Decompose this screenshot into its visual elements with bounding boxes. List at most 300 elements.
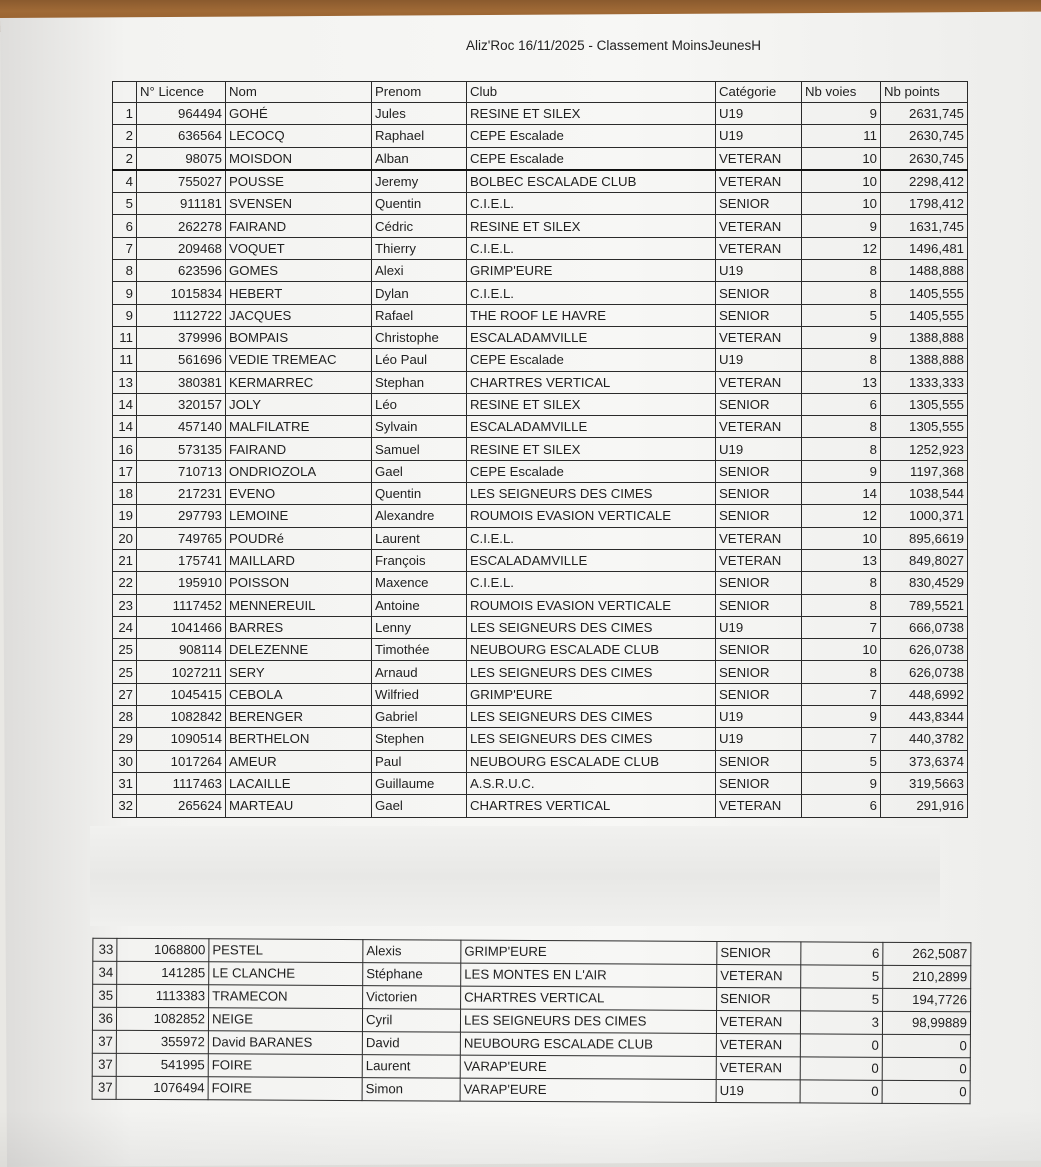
- cell-prenom: Antoine: [372, 594, 467, 616]
- cell-prenom: Thierry: [372, 237, 467, 259]
- cell-licence: 623596: [137, 260, 226, 282]
- cell-nom: LECOCQ: [226, 125, 372, 147]
- cell-club: CEPE Escalade: [467, 349, 716, 371]
- cell-licence: 209468: [137, 237, 226, 259]
- cell-nb-points: 1038,544: [881, 483, 968, 505]
- cell-nom: SERY: [226, 661, 372, 683]
- cell-nom: GOMES: [226, 260, 372, 282]
- cell-prenom: Léo: [372, 393, 467, 415]
- cell-licence: 380381: [137, 371, 226, 393]
- cell-nb-voies: 8: [802, 572, 881, 594]
- table-row: [113, 170, 968, 193]
- cell-licence: 1117452: [137, 594, 226, 616]
- cell-nom: POUDRé: [226, 527, 372, 549]
- cell-licence: 755027: [137, 170, 226, 193]
- cell-prenom: Alexi: [372, 260, 467, 282]
- cell-nom: BERENGER: [226, 706, 372, 728]
- header-nom: Nom: [226, 82, 372, 103]
- cell-nb-voies: 3: [800, 1011, 882, 1034]
- cell-categorie: U19: [716, 349, 802, 371]
- cell-nb-voies: 0: [800, 1057, 882, 1080]
- table-row: [113, 683, 968, 705]
- cell-categorie: SENIOR: [716, 282, 802, 304]
- cell-categorie: VETERAN: [716, 795, 802, 817]
- cell-nom: DELEZENNE: [226, 639, 372, 661]
- header-prenom: Prenom: [372, 82, 467, 103]
- cell-rank: 37: [92, 1053, 116, 1076]
- cell-club: ESCALADAMVILLE: [467, 416, 716, 438]
- cell-club: LES SEIGNEURS DES CIMES: [460, 1009, 716, 1033]
- cell-licence: 636564: [137, 125, 226, 147]
- cell-nom: KERMARREC: [226, 371, 372, 393]
- cell-club: LES SEIGNEURS DES CIMES: [467, 616, 716, 638]
- cell-categorie: VETERAN: [716, 1056, 800, 1079]
- cell-rank: 2: [113, 147, 137, 170]
- cell-nom: JACQUES: [226, 304, 372, 326]
- cell-nb-voies: 5: [801, 988, 883, 1011]
- cell-nb-voies: 9: [802, 326, 881, 348]
- cell-categorie: VETERAN: [717, 964, 801, 987]
- cell-categorie: VETERAN: [716, 416, 802, 438]
- header-club: Club: [467, 82, 716, 103]
- cell-nb-voies: 11: [802, 125, 881, 147]
- cell-nom: FOIRE: [208, 1054, 362, 1078]
- cell-categorie: VETERAN: [716, 549, 802, 571]
- cell-nb-points: 666,0738: [881, 616, 968, 638]
- cell-categorie: U19: [716, 103, 802, 125]
- cell-club: CEPE Escalade: [467, 147, 716, 170]
- cell-nom: HEBERT: [226, 282, 372, 304]
- cell-nom: MARTEAU: [226, 795, 372, 817]
- cell-rank: 14: [113, 393, 137, 415]
- cell-nb-points: 0: [882, 1057, 970, 1080]
- cell-categorie: SENIOR: [716, 393, 802, 415]
- cell-categorie: SENIOR: [716, 750, 802, 772]
- cell-club: ROUMOIS EVASION VERTICALE: [467, 505, 716, 527]
- cell-licence: 1082842: [137, 706, 226, 728]
- cell-club: CEPE Escalade: [467, 125, 716, 147]
- cell-rank: 25: [113, 639, 137, 661]
- header-nb-points: Nb points: [881, 82, 968, 103]
- cell-club: NEUBOURG ESCALADE CLUB: [460, 1032, 716, 1056]
- cell-licence: 1015834: [137, 282, 226, 304]
- header-rank: [113, 82, 137, 103]
- cell-nb-voies: 9: [802, 460, 881, 482]
- cell-nb-voies: 10: [802, 639, 881, 661]
- cell-prenom: Raphael: [372, 125, 467, 147]
- page-title: Aliz'Roc 16/11/2025 - Classement MoinsJeunesH: [466, 38, 761, 53]
- cell-categorie: SENIOR: [717, 987, 801, 1010]
- cell-club: RESINE ET SILEX: [467, 393, 716, 415]
- cell-categorie: U19: [716, 125, 802, 147]
- cell-rank: 8: [113, 260, 137, 282]
- cell-rank: 32: [113, 795, 137, 817]
- cell-prenom: François: [372, 549, 467, 571]
- cell-prenom: Cédric: [372, 215, 467, 237]
- cell-prenom: Maxence: [372, 572, 467, 594]
- cell-nb-points: 1252,923: [881, 438, 968, 460]
- table-row: [113, 527, 968, 549]
- table-row: [113, 393, 968, 415]
- cell-club: ESCALADAMVILLE: [467, 549, 716, 571]
- cell-nb-voies: 7: [802, 616, 881, 638]
- cell-nom: MAILLARD: [226, 549, 372, 571]
- cell-categorie: U19: [716, 728, 802, 750]
- cell-nb-voies: 13: [802, 549, 881, 571]
- cell-nb-points: 1305,555: [881, 416, 968, 438]
- cell-nom: SVENSEN: [226, 193, 372, 215]
- cell-categorie: VETERAN: [716, 147, 802, 170]
- cell-nom: David BARANES: [208, 1031, 362, 1055]
- cell-nom: NEIGE: [208, 1008, 362, 1032]
- cell-licence: 964494: [137, 103, 226, 125]
- cell-licence: 320157: [137, 393, 226, 415]
- cell-nb-voies: 5: [801, 965, 883, 988]
- cell-nb-voies: 9: [802, 772, 881, 794]
- table-row: [113, 661, 968, 683]
- cell-categorie: SENIOR: [716, 594, 802, 616]
- table-row: [113, 125, 968, 147]
- cell-rank: 13: [113, 371, 137, 393]
- cell-nb-voies: 0: [800, 1080, 882, 1103]
- cell-licence: 749765: [137, 527, 226, 549]
- cell-prenom: Sylvain: [372, 416, 467, 438]
- paper-fold-gap: [90, 826, 940, 926]
- cell-categorie: VETERAN: [716, 215, 802, 237]
- cell-nb-points: 1798,412: [881, 193, 968, 215]
- cell-prenom: Lenny: [372, 616, 467, 638]
- cell-prenom: Wilfried: [372, 683, 467, 705]
- cell-rank: 11: [113, 326, 137, 348]
- cell-nb-voies: 5: [802, 304, 881, 326]
- cell-categorie: SENIOR: [716, 483, 802, 505]
- cell-club: CHARTRES VERTICAL: [461, 986, 717, 1010]
- cell-licence: 175741: [137, 549, 226, 571]
- cell-nb-voies: 7: [802, 728, 881, 750]
- cell-nb-points: 2630,745: [881, 147, 968, 170]
- cell-prenom: Alexandre: [372, 505, 467, 527]
- cell-nom: LEMOINE: [226, 505, 372, 527]
- cell-rank: 33: [93, 938, 117, 961]
- cell-rank: 34: [93, 961, 117, 984]
- cell-club: LES MONTES EN L'AIR: [461, 963, 717, 987]
- cell-categorie: SENIOR: [716, 772, 802, 794]
- cell-nb-points: 262,5087: [883, 942, 971, 965]
- cell-categorie: SENIOR: [716, 505, 802, 527]
- cell-rank: 7: [113, 237, 137, 259]
- cell-nb-voies: 8: [802, 282, 881, 304]
- cell-club: NEUBOURG ESCALADE CLUB: [467, 639, 716, 661]
- cell-licence: 561696: [137, 349, 226, 371]
- cell-licence: 1027211: [137, 661, 226, 683]
- cell-nb-points: 1000,371: [881, 505, 968, 527]
- cell-rank: 21: [113, 549, 137, 571]
- cell-nb-points: 448,6992: [881, 683, 968, 705]
- cell-categorie: VETERAN: [716, 326, 802, 348]
- table-row: [113, 460, 968, 482]
- cell-licence: 379996: [137, 326, 226, 348]
- cell-rank: 22: [113, 572, 137, 594]
- cell-rank: 6: [113, 215, 137, 237]
- table-row: [113, 237, 968, 259]
- cell-nb-voies: 0: [800, 1034, 882, 1057]
- cell-nb-voies: 14: [802, 483, 881, 505]
- cell-club: LES SEIGNEURS DES CIMES: [467, 706, 716, 728]
- cell-club: GRIMP'EURE: [467, 260, 716, 282]
- cell-licence: 217231: [137, 483, 226, 505]
- header-licence: N° Licence: [137, 82, 226, 103]
- cell-prenom: Dylan: [372, 282, 467, 304]
- cell-nb-points: 1333,333: [881, 371, 968, 393]
- cell-prenom: Stéphane: [363, 963, 461, 987]
- table-row: [113, 706, 968, 728]
- cell-licence: 710713: [137, 460, 226, 482]
- cell-nb-points: 1631,745: [881, 215, 968, 237]
- cell-club: LES SEIGNEURS DES CIMES: [467, 661, 716, 683]
- cell-licence: 195910: [137, 572, 226, 594]
- cell-categorie: VETERAN: [716, 1033, 800, 1056]
- cell-prenom: Jules: [372, 103, 467, 125]
- cell-rank: 23: [113, 594, 137, 616]
- cell-nb-points: 830,4529: [881, 572, 968, 594]
- cell-licence: 1017264: [137, 750, 226, 772]
- cell-categorie: SENIOR: [716, 661, 802, 683]
- ranking-table-bottom: [92, 938, 972, 1105]
- cell-nb-points: 1388,888: [881, 326, 968, 348]
- cell-nb-points: 789,5521: [881, 594, 968, 616]
- cell-nom: POISSON: [226, 572, 372, 594]
- cell-nb-voies: 8: [802, 416, 881, 438]
- cell-categorie: U19: [716, 260, 802, 282]
- cell-prenom: Victorien: [363, 986, 461, 1010]
- cell-nom: LE CLANCHE: [209, 962, 363, 986]
- cell-nom: MALFILATRE: [226, 416, 372, 438]
- cell-prenom: Léo Paul: [372, 349, 467, 371]
- cell-nb-points: 1496,481: [881, 237, 968, 259]
- cell-nb-points: 0: [882, 1034, 970, 1057]
- cell-categorie: U19: [716, 616, 802, 638]
- cell-categorie: VETERAN: [716, 237, 802, 259]
- cell-prenom: Christophe: [372, 326, 467, 348]
- cell-categorie: VETERAN: [716, 1010, 800, 1033]
- cell-categorie: VETERAN: [716, 170, 802, 193]
- cell-licence: 355972: [116, 1030, 208, 1053]
- cell-nb-voies: 12: [802, 505, 881, 527]
- cell-prenom: Quentin: [372, 483, 467, 505]
- cell-club: CHARTRES VERTICAL: [467, 371, 716, 393]
- cell-licence: 1082852: [116, 1007, 208, 1030]
- cell-licence: 541995: [116, 1053, 208, 1076]
- cell-licence: 1117463: [137, 772, 226, 794]
- cell-club: ROUMOIS EVASION VERTICALE: [467, 594, 716, 616]
- table-row: [113, 416, 968, 438]
- cell-nb-voies: 10: [802, 170, 881, 193]
- cell-nom: CEBOLA: [226, 683, 372, 705]
- table-row: [113, 572, 968, 594]
- cell-nom: JOLY: [226, 393, 372, 415]
- cell-rank: 17: [113, 460, 137, 482]
- cell-prenom: Arnaud: [372, 661, 467, 683]
- cell-nb-voies: 13: [802, 371, 881, 393]
- cell-nb-voies: 9: [802, 706, 881, 728]
- cell-nb-points: 0: [882, 1080, 970, 1103]
- table-row: [113, 260, 968, 282]
- cell-nb-points: 626,0738: [881, 661, 968, 683]
- cell-nb-points: 626,0738: [881, 639, 968, 661]
- table-row: [113, 438, 968, 460]
- cell-nb-points: 98,99889: [882, 1011, 970, 1034]
- cell-categorie: SENIOR: [716, 193, 802, 215]
- table-row: [113, 795, 968, 817]
- cell-club: A.S.R.U.C.: [467, 772, 716, 794]
- table-row: [113, 282, 968, 304]
- cell-rank: 30: [113, 750, 137, 772]
- table-row: [113, 304, 968, 326]
- table-row: [113, 147, 968, 170]
- cell-club: RESINE ET SILEX: [467, 438, 716, 460]
- cell-prenom: Laurent: [362, 1055, 460, 1079]
- cell-nom: AMEUR: [226, 750, 372, 772]
- cell-rank: 4: [113, 170, 137, 193]
- cell-nb-points: 1305,555: [881, 393, 968, 415]
- cell-prenom: Gabriel: [372, 706, 467, 728]
- table-row: [113, 616, 968, 638]
- cell-prenom: David: [362, 1032, 460, 1056]
- cell-club: BOLBEC ESCALADE CLUB: [467, 170, 716, 193]
- cell-licence: 1045415: [137, 683, 226, 705]
- cell-club: RESINE ET SILEX: [467, 103, 716, 125]
- cell-nb-points: 194,7726: [883, 988, 971, 1011]
- cell-club: C.I.E.L.: [467, 527, 716, 549]
- cell-prenom: Gael: [372, 460, 467, 482]
- cell-nb-voies: 6: [802, 795, 881, 817]
- cell-nom: VEDIE TREMEAC: [226, 349, 372, 371]
- cell-prenom: Gael: [372, 795, 467, 817]
- cell-rank: 14: [113, 416, 137, 438]
- cell-prenom: Rafael: [372, 304, 467, 326]
- cell-nb-voies: 8: [802, 594, 881, 616]
- cell-licence: 297793: [137, 505, 226, 527]
- cell-nom: FAIRAND: [226, 215, 372, 237]
- cell-club: THE ROOF LE HAVRE: [467, 304, 716, 326]
- cell-licence: 1041466: [137, 616, 226, 638]
- cell-licence: 573135: [137, 438, 226, 460]
- cell-nb-voies: 9: [802, 103, 881, 125]
- cell-nb-voies: 5: [802, 750, 881, 772]
- cell-prenom: Guillaume: [372, 772, 467, 794]
- cell-nb-points: 1405,555: [881, 304, 968, 326]
- cell-prenom: Alban: [372, 147, 467, 170]
- cell-rank: 19: [113, 505, 137, 527]
- cell-rank: 18: [113, 483, 137, 505]
- cell-nb-points: 1405,555: [881, 282, 968, 304]
- cell-nb-voies: 10: [802, 527, 881, 549]
- cell-rank: 5: [113, 193, 137, 215]
- cell-categorie: SENIOR: [716, 572, 802, 594]
- cell-nb-points: 2631,745: [881, 103, 968, 125]
- cell-nom: BARRES: [226, 616, 372, 638]
- cell-club: LES SEIGNEURS DES CIMES: [467, 483, 716, 505]
- cell-nom: TRAMECON: [209, 985, 363, 1009]
- cell-categorie: SENIOR: [716, 304, 802, 326]
- cell-nom: FOIRE: [208, 1077, 362, 1101]
- cell-rank: 11: [113, 349, 137, 371]
- table-row: [113, 193, 968, 215]
- cell-nb-voies: 12: [802, 237, 881, 259]
- cell-nb-points: 291,916: [881, 795, 968, 817]
- cell-licence: 457140: [137, 416, 226, 438]
- table-row: [113, 103, 968, 125]
- cell-rank: 37: [92, 1030, 116, 1053]
- cell-licence: 141285: [117, 961, 209, 984]
- cell-nom: BERTHELON: [226, 728, 372, 750]
- cell-nb-voies: 8: [802, 349, 881, 371]
- cell-nb-voies: 10: [802, 193, 881, 215]
- ranking-table-top: [112, 81, 968, 818]
- table-row: [113, 326, 968, 348]
- table-row: [113, 639, 968, 661]
- table-row: [113, 750, 968, 772]
- cell-categorie: VETERAN: [716, 527, 802, 549]
- cell-rank: 9: [113, 282, 137, 304]
- cell-club: CHARTRES VERTICAL: [467, 795, 716, 817]
- cell-rank: 35: [93, 984, 117, 1007]
- cell-rank: 37: [92, 1076, 116, 1099]
- cell-nb-points: 373,6374: [881, 750, 968, 772]
- cell-club: GRIMP'EURE: [461, 940, 717, 964]
- cell-nom: PESTEL: [209, 939, 363, 963]
- cell-nom: MENNEREUIL: [226, 594, 372, 616]
- cell-licence: 1068800: [117, 938, 209, 961]
- cell-nom: POUSSE: [226, 170, 372, 193]
- cell-nb-points: 2630,745: [881, 125, 968, 147]
- cell-prenom: Laurent: [372, 527, 467, 549]
- cell-nb-voies: 6: [802, 393, 881, 415]
- cell-nb-points: 210,2899: [883, 965, 971, 988]
- cell-club: RESINE ET SILEX: [467, 215, 716, 237]
- cell-nb-voies: 10: [802, 147, 881, 170]
- cell-club: C.I.E.L.: [467, 282, 716, 304]
- cell-prenom: Alexis: [363, 940, 461, 964]
- cell-nb-voies: 8: [802, 438, 881, 460]
- table-row: [113, 594, 968, 616]
- cell-prenom: Samuel: [372, 438, 467, 460]
- cell-nom: VOQUET: [226, 237, 372, 259]
- cell-club: LES SEIGNEURS DES CIMES: [467, 728, 716, 750]
- table-row: [92, 1076, 970, 1104]
- cell-rank: 29: [113, 728, 137, 750]
- cell-rank: 36: [92, 1007, 116, 1030]
- cell-club: C.I.E.L.: [467, 193, 716, 215]
- cell-rank: 9: [113, 304, 137, 326]
- cell-rank: 24: [113, 616, 137, 638]
- cell-prenom: Paul: [372, 750, 467, 772]
- cell-rank: 25: [113, 661, 137, 683]
- cell-licence: 911181: [137, 193, 226, 215]
- cell-club: C.I.E.L.: [467, 237, 716, 259]
- cell-licence: 1090514: [137, 728, 226, 750]
- cell-categorie: U19: [716, 1079, 800, 1102]
- cell-club: VARAP'EURE: [460, 1055, 716, 1079]
- cell-nom: EVENO: [226, 483, 372, 505]
- table-row: [113, 371, 968, 393]
- cell-rank: 31: [113, 772, 137, 794]
- cell-nb-points: 895,6619: [881, 527, 968, 549]
- table-row: [113, 483, 968, 505]
- table-row: [113, 349, 968, 371]
- table-row: [113, 505, 968, 527]
- cell-nom: LACAILLE: [226, 772, 372, 794]
